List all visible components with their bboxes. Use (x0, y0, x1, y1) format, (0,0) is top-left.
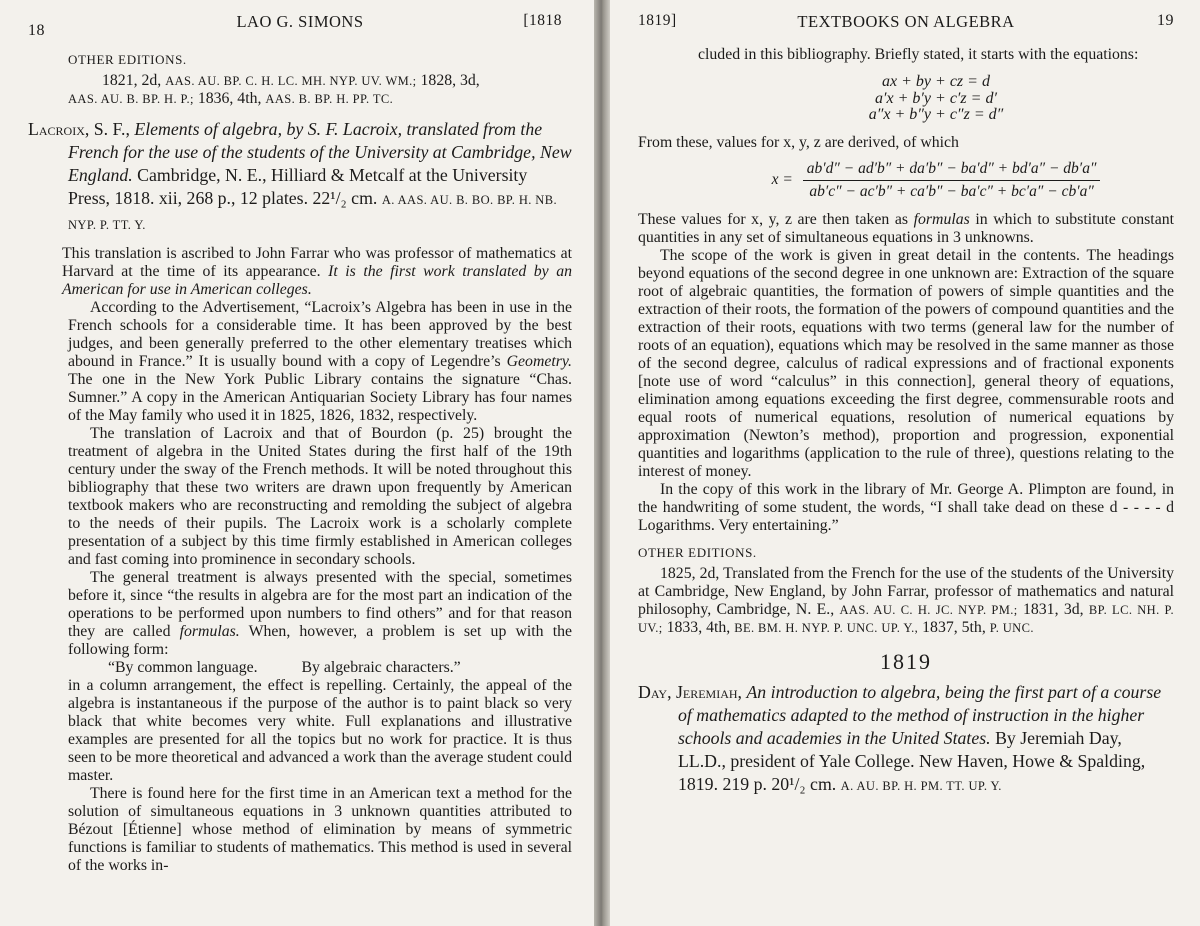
bezout-formula (698, 160, 1174, 201)
other-editions-label: OTHER EDITIONS. (68, 52, 187, 67)
left-running-head (28, 10, 572, 46)
paragraph-6: in a column arrangement, the effect is repelling. Certainly, the appeal of the algebra is instantaneous if the purpose of the author is to paint black so very black that white becomes very white. Full explanations and illustrative examples are presented for all the topics but no work for practice. It is thus seen to be more theoretical and advanced a work than the average student could master. (68, 677, 572, 784)
left-other-editions: OTHER EDITIONS. 1821, 2d, AAS. AU. BP. C. H. LC. MH. NYP. UV. WM.; 1828, 3d, AAS. AU. B. BP. H. P.; 1836, 4th, AAS. B. BP. H. PP. TC. (28, 52, 572, 108)
right-paragraph-3: These values for x, y, z are then taken as formulas in which to substitute constant quantities in any set of simultaneous equations in 3 unknowns. (638, 210, 1174, 246)
other-editions-text: 1821, 2d, AAS. AU. BP. C. H. LC. MH. NYP. UV. WM.; 1828, 3d, (102, 72, 480, 89)
formula-denominator: ab′c″ − ac′b″ + ca′b″ − ba′c″ + bc′a″ − cb′a″ (809, 182, 1094, 200)
paragraph-3: The translation of Lacroix and that of Bourdon (p. 25) brought the treatment of algebra in the United States during the first half of the 19th century under the sway of the French methods. It will be noted throughout this bibliography that these two writers are drawn upon frequently by American textbook makers who are reconstructing and remolding the subject of algebra to the needs of their pupils. The Lacroix work is a scholarly complete presentation of a subject by this time firmly established in American colleges and fast coming into prominence in secondary schools. (68, 425, 572, 568)
year-heading: 1819 (880, 648, 932, 674)
left-running-title: LAO G. SIMONS (236, 12, 364, 31)
right-page (610, 0, 1200, 926)
left-year-bracket: [1818 (523, 12, 562, 29)
formula-numerator: ab′d″ − ad′b″ + da′b″ − ba′d″ + bd′a″ − db′a″ (803, 160, 1101, 181)
right-running-head (638, 10, 1174, 46)
right-running-title: TEXTBOOKS ON ALGEBRA (797, 12, 1015, 31)
right-page-number: 19 (1157, 12, 1174, 29)
equation-3: a″x + b″y + c″z = d″ (868, 106, 1004, 123)
right-paragraph-4: The scope of the work is given in great detail in the contents. The headings beyond equations of the second degree in one unknown are: Extraction of the square root of algebraic quantities, the formation of powers of simple quantities and the extraction of their roots, the formation of the powers of compound quantities and the extraction of their roots, equations with two terms (general law for the number of roots of an equation), equations which may be resolved in the same manner as those of the second degree, calculus of radical expressions and of fractional exponents [note use of word “calculus” in this connection], general theory of equations, elimination among equations exceeding the first degree, commensurable roots and equal roots of numerical equations, resolution of numerical equations by approximation (Newton’s method), proportion and progression, exponential quantities and logarithms (application to the rule of three), questions relating to the interest of money. (638, 246, 1174, 480)
right-body (638, 46, 1174, 201)
formula-fraction (803, 160, 1101, 201)
right-paragraph-5: In the copy of this work in the library of Mr. George A. Plimpton are found, in the handwriting of some student, the words, “I shall take dead on these d - - - - d Logarithms. Very entertaining.” (638, 480, 1174, 534)
right-year-bracket: 1819] (638, 12, 677, 29)
equation-1: ax + by + cz = d (882, 73, 990, 90)
book-gutter (594, 0, 610, 926)
paragraph-4: The general treatment is always presented with the special, sometimes before it, since “the results in algebra are for the most part an indication of the operations to be performed upon numbers to find others” and for that reason they are called formulas. When, however, a problem is set up with the following form: (68, 569, 572, 658)
quoted-form: “By common language. By algebraic characters.” (108, 659, 461, 676)
paragraph-2: According to the Advertisement, “Lacroix’s Algebra has been in use in the French schools for a considerable time. It has been approved by the best judges, and been generally preferred to the other elementary treatises which abound in France.” It is usually bound with a copy of Legendre’s Geometry. The one in the New York Public Library contains the signature “Chas. Sumner.” A copy in the American Antiquarian Society Library has four names of the May family who used it in 1825, 1826, 1832, respectively. (68, 299, 572, 424)
right-other-editions-label: OTHER EDITIONS. (638, 544, 757, 560)
right-body-2 (638, 211, 1174, 798)
right-paragraph-1: cluded in this bibliography. Briefly stated, it starts with the equations: (698, 46, 1139, 63)
lacroix-entry: Lacroix, S. F., Elements of algebra, by S. F. Lacroix, translated from the French for the use of the students of the University at Cambridge, New England. Cambridge, N. E., Hilliard & Metcalf at the University Press, 1818. xii, 268 p., 12 plates. 22¹/₂ cm. A. AAS. AU. B. BO. BP. H. NB. NYP. P. TT. Y. (28, 119, 572, 232)
equation-system (698, 74, 1174, 124)
paragraph-1: This translation is ascribed to John Farrar who was professor of mathematics at Harvard at the time of its appearance. It is the first work translated by an American for use in American colleges. (62, 245, 572, 298)
day-entry: Day, Jeremiah, An introduction to algebra, being the first part of a course of mathematics adapted to the method of instruction in the higher schools and academies in the United States. By Jeremiah Day, LL.D., president of Yale College. New Haven, Howe & Spalding, 1819. 219 p. 20¹/₂ cm. A. AU. BP. H. PM. TT. UP. Y. (638, 681, 1162, 794)
left-page-number: 18 (28, 22, 45, 39)
left-body (28, 245, 572, 875)
paragraph-7: There is found here for the first time in an American text a method for the solution of simultaneous equations in 3 unknown quantities attributed to Bézout [Étienne] whose method of elimination by means of symmetric functions is familiar to students of mathematics. This method is used in several of the works in- (68, 785, 572, 874)
right-paragraph-2: From these, values for x, y, z are derived, of which (638, 133, 959, 151)
left-page (0, 0, 594, 926)
right-other-editions: 1825, 2d, Translated from the French for the use of the students of the University at Cambridge, New England, by John Farrar, professor of mathematics and natural philosophy, Cambridge, N. E., AAS. AU. C. H. JC. NYP. PM.; 1831, 3d, BP. LC. NH. P. UV.; 1833, 4th, BE. BM. H. NYP. P. UNC. UP. Y., 1837, 5th, P. UNC. (638, 564, 1175, 636)
formula-lhs: x = (771, 171, 793, 188)
equation-2: a′x + b′y + c′z = d′ (875, 89, 997, 107)
